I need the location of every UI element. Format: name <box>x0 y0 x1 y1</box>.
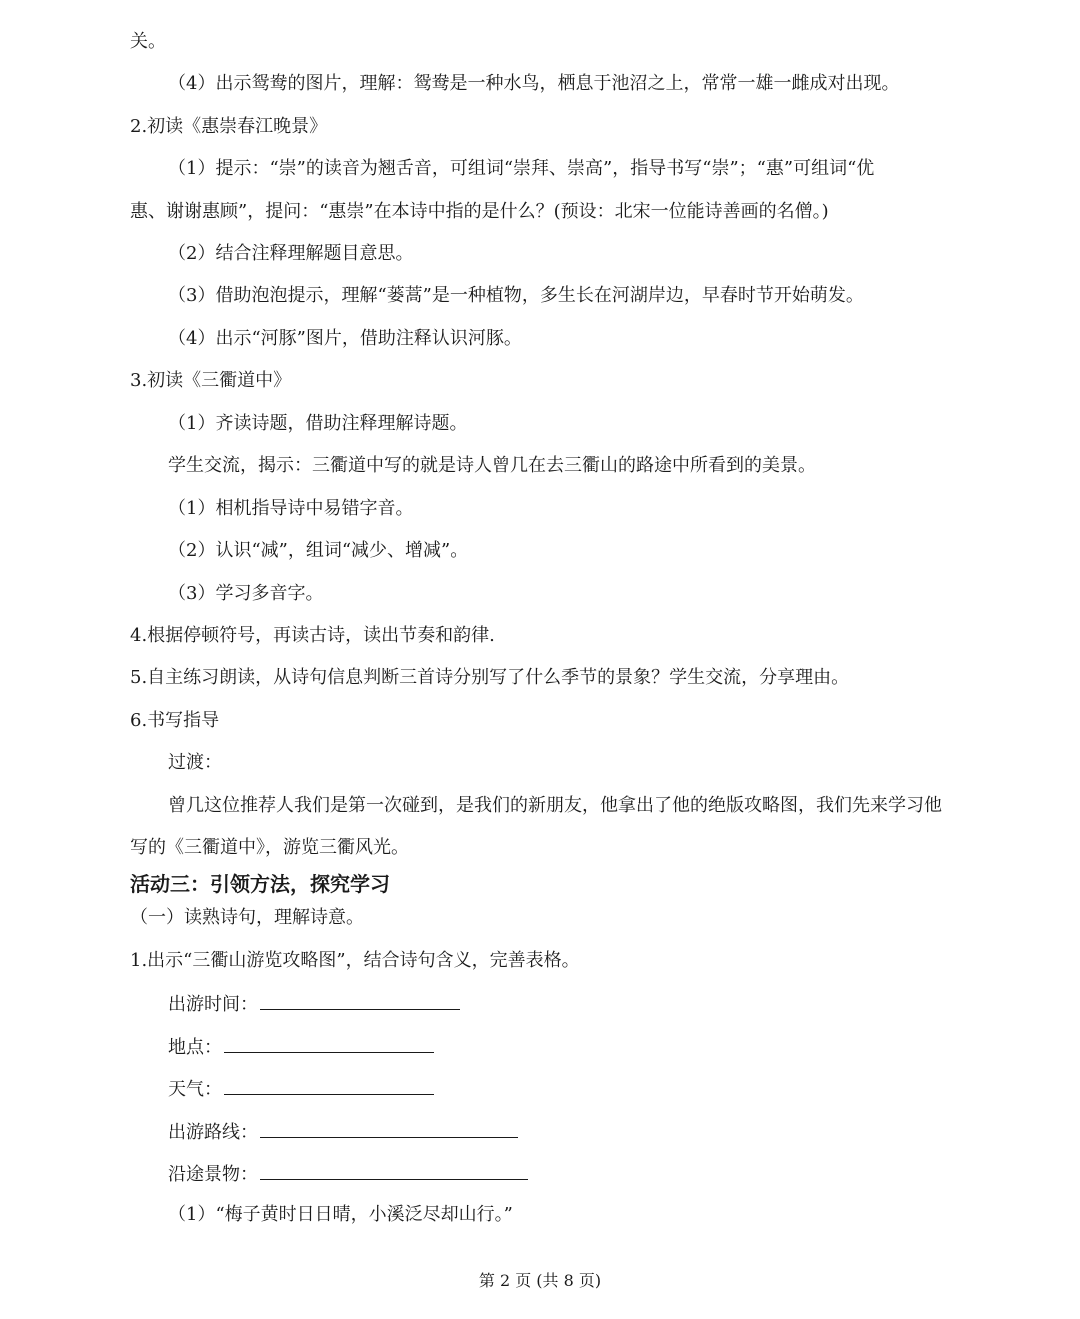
paragraph-line: （2）认识“减”，组词“减少、增减”。 <box>168 540 469 561</box>
paragraph-line: 关。 <box>130 31 166 52</box>
form-field-place <box>168 1034 434 1060</box>
paragraph-line: 写的《三衢道中》，游览三衢风光。 <box>130 837 409 858</box>
paragraph-line: 5.自主练习朗读，从诗句信息判断三首诗分别写了什么季节的景象？学生交流，分享理由。 <box>130 667 850 688</box>
fill-in-blank[interactable] <box>260 1161 528 1180</box>
paragraph-line: 惠、谢谢惠顾”，提问：“惠崇”在本诗中指的是什么？(预设：北宋一位能诗善画的名僧。) <box>130 201 829 222</box>
paragraph-line: 4.根据停顿符号，再读古诗，读出节奏和韵律. <box>130 625 495 646</box>
paragraph-line: （1）相机指导诗中易错字音。 <box>168 498 414 519</box>
fill-in-blank[interactable] <box>260 1119 518 1138</box>
section-title: 6.书写指导 <box>130 710 220 731</box>
fill-in-blank[interactable] <box>260 991 460 1010</box>
paragraph-line: （3）学习多音字。 <box>168 583 324 604</box>
paragraph-line: （2）结合注释理解题目意思。 <box>168 243 414 264</box>
fill-in-blank[interactable] <box>224 1034 434 1053</box>
paragraph-line: （一）读熟诗句，理解诗意。 <box>130 907 364 928</box>
page-footer: 第 2 页 (共 8 页) <box>478 1271 602 1290</box>
fill-in-blank[interactable] <box>224 1076 434 1095</box>
form-field-label: 沿途景物： <box>168 1164 258 1185</box>
form-field-label: 出游路线： <box>168 1122 258 1143</box>
activity-heading: 活动三：引领方法，探究学习 <box>130 872 390 896</box>
form-field-label: 出游时间： <box>168 994 258 1015</box>
paragraph-line: （1）提示：“崇”的读音为翘舌音，可组词“崇拜、崇高”，指导书写“崇”；“惠”可组词“优 <box>168 158 875 179</box>
form-field-scenery <box>168 1161 528 1187</box>
section-title: 3.初读《三衢道中》 <box>130 370 292 391</box>
paragraph-line: （1）齐读诗题，借助注释理解诗题。 <box>168 413 468 434</box>
paragraph-line: 曾几这位推荐人我们是第一次碰到，是我们的新朋友，他拿出了他的绝版攻略图，我们先来学习他 <box>168 795 942 816</box>
poem-line: （1）“梅子黄时日日晴，小溪泛尽却山行。” <box>168 1204 513 1225</box>
paragraph-line: 1.出示“三衢山游览攻略图”，结合诗句含义，完善表格。 <box>130 950 580 971</box>
paragraph-line: （4）出示“河豚”图片，借助注释认识河豚。 <box>168 328 522 349</box>
paragraph-line: （3）借助泡泡提示，理解“蒌蒿”是一种植物，多生长在河湖岸边，早春时节开始萌发。 <box>168 285 864 306</box>
paragraph-line: （4）出示鸳鸯的图片，理解：鸳鸯是一种水鸟，栖息于池沼之上，常常一雄一雌成对出现。 <box>168 73 900 94</box>
section-title: 2.初读《惠崇春江晚景》 <box>130 116 328 137</box>
form-field-route <box>168 1119 518 1145</box>
form-field-weather <box>168 1076 434 1102</box>
form-field-label: 天气： <box>168 1079 222 1100</box>
paragraph-line: 学生交流，揭示：三衢道中写的就是诗人曾几在去三衢山的路途中所看到的美景。 <box>168 455 816 476</box>
paragraph-line: 过渡： <box>168 752 222 773</box>
form-field-time <box>168 991 460 1017</box>
form-field-label: 地点： <box>168 1037 222 1058</box>
